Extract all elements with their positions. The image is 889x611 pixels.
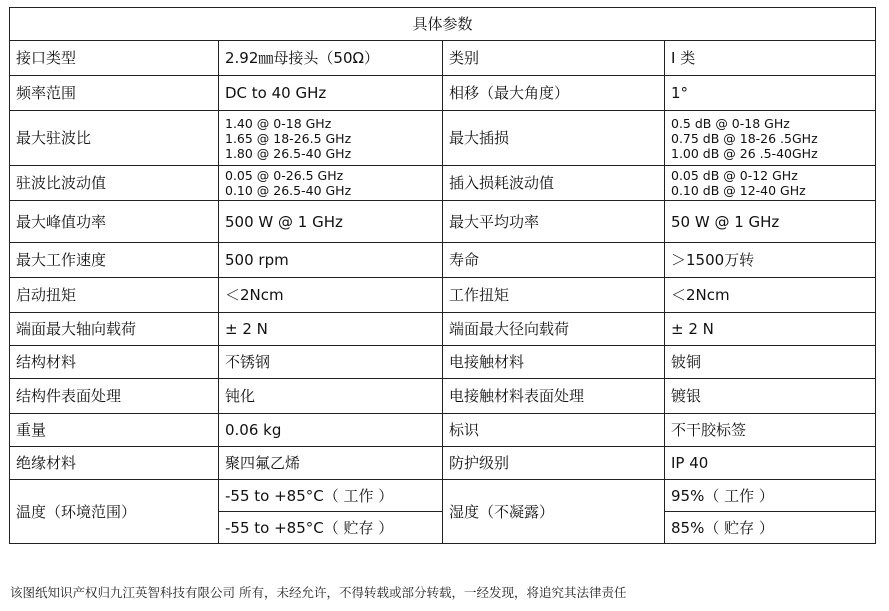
param-label: 工作扭矩 [443, 278, 665, 313]
param-value [219, 111, 443, 166]
param-value: 500 W @ 1 GHz [219, 201, 443, 243]
param-value: 95%（ 工作 ） [665, 480, 876, 512]
param-label: 湿度（不凝露） [443, 480, 665, 544]
param-value: DC to 40 GHz [219, 76, 443, 111]
value-line: 1.80 @ 26.5-40 GHz [225, 145, 352, 161]
param-label: 驻波比波动值 [10, 166, 219, 201]
value-line: 0.05 dB @ 0-12 GHz [671, 168, 798, 183]
param-value: 不干胶标签 [665, 414, 876, 447]
param-value [665, 111, 876, 166]
param-label: 最大驻波比 [10, 111, 219, 166]
param-value: ± 2 N [665, 313, 876, 346]
table-row [10, 201, 876, 243]
param-value: 85%（ 贮存 ） [665, 512, 876, 544]
table-row [10, 111, 876, 166]
value-line: 1.40 @ 0-18 GHz [225, 115, 332, 131]
param-label: 绝缘材料 [10, 447, 219, 480]
param-value: 铍铜 [665, 346, 876, 379]
param-value: ＜2Ncm [219, 278, 443, 313]
param-label: 接口类型 [10, 41, 219, 76]
table-row [10, 379, 876, 414]
param-value [665, 166, 876, 201]
param-value: 0.06 kg [219, 414, 443, 447]
param-label: 电接触材料 [443, 346, 665, 379]
param-value: 不锈钢 [219, 346, 443, 379]
value-line: 0.75 dB @ 18-26 .5GHz [671, 130, 818, 146]
value-line: 0.05 @ 0-26.5 GHz [225, 168, 344, 183]
param-value: IP 40 [665, 447, 876, 480]
param-label: 结构材料 [10, 346, 219, 379]
param-value: 聚四氟乙烯 [219, 447, 443, 480]
value-line: 0.10 dB @ 12-40 GHz [671, 183, 806, 198]
value-line: 1.65 @ 18-26.5 GHz [225, 130, 352, 146]
param-value: -55 to +85°C（ 贮存 ） [219, 512, 443, 544]
param-label: 最大插损 [443, 111, 665, 166]
param-value: ＜2Ncm [665, 278, 876, 313]
param-value: ＞1500万转 [665, 243, 876, 278]
param-label: 温度（环境范围） [10, 480, 219, 544]
param-label: 结构件表面处理 [10, 379, 219, 414]
param-value: 500 rpm [219, 243, 443, 278]
param-label: 最大峰值功率 [10, 201, 219, 243]
param-value: 钝化 [219, 379, 443, 414]
param-value: 镀银 [665, 379, 876, 414]
table-row [10, 313, 876, 346]
param-label: 电接触材料表面处理 [443, 379, 665, 414]
table-row [10, 278, 876, 313]
param-value: ± 2 N [219, 313, 443, 346]
value-line: 1.00 dB @ 26 .5-40GHz [671, 145, 818, 161]
table-row [10, 480, 876, 512]
param-label: 防护级别 [443, 447, 665, 480]
param-label: 启动扭矩 [10, 278, 219, 313]
param-value: -55 to +85°C（ 工作 ） [219, 480, 443, 512]
table-row [10, 414, 876, 447]
table-row [10, 243, 876, 278]
table-title: 具体参数 [10, 8, 876, 41]
table-row [10, 41, 876, 76]
param-label: 最大平均功率 [443, 201, 665, 243]
param-label: 端面最大径向载荷 [443, 313, 665, 346]
table-row [10, 447, 876, 480]
param-label: 频率范围 [10, 76, 219, 111]
param-label: 寿命 [443, 243, 665, 278]
param-value: 50 W @ 1 GHz [665, 201, 876, 243]
param-label: 重量 [10, 414, 219, 447]
table-row [10, 76, 876, 111]
param-label: 最大工作速度 [10, 243, 219, 278]
param-label: 相移（最大角度） [443, 76, 665, 111]
param-label: 插入损耗波动值 [443, 166, 665, 201]
param-label: 类别 [443, 41, 665, 76]
value-line: 0.5 dB @ 0-18 GHz [671, 115, 790, 131]
param-value: 1° [665, 76, 876, 111]
param-label: 端面最大轴向载荷 [10, 313, 219, 346]
param-value [219, 166, 443, 201]
param-value: Ⅰ 类 [665, 41, 876, 76]
value-line: 0.10 @ 26.5-40 GHz [225, 183, 352, 198]
copyright-footer: 该图纸知识产权归九江英智科技有限公司 所有，未经允许，不得转载或部分转载，一经发现，将追究其法律责任 [10, 585, 627, 600]
param-label: 标识 [443, 414, 665, 447]
table-row [10, 166, 876, 201]
param-value: 2.92㎜母接头（50Ω） [219, 41, 443, 76]
table-row [10, 346, 876, 379]
spec-table [9, 7, 876, 544]
